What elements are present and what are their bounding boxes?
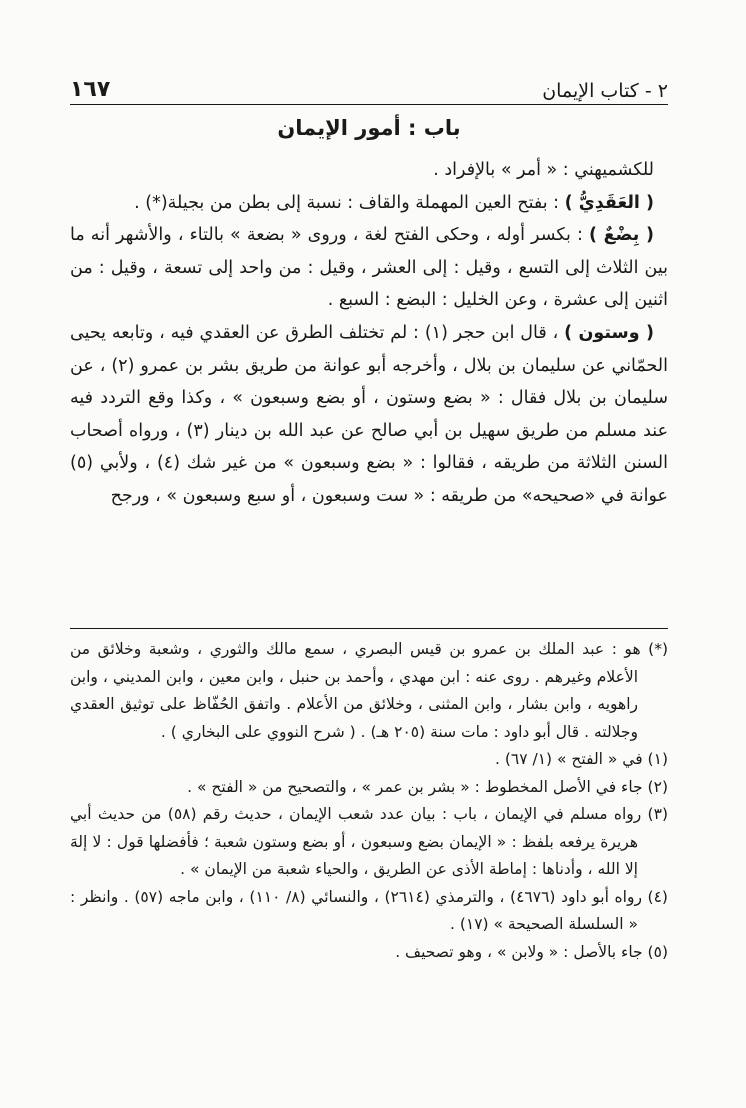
paragraph: [70, 219, 668, 317]
footnote: (٥) جاء بالأصل : « ولابن » ، وهو تصحيف .: [395, 942, 668, 961]
section-title: باب : أمور الإيمان: [277, 116, 461, 140]
footnote: (٣) رواه مسلم في الإيمان ، باب : بيان عدد شعب الإيمان ، حديث رقم (٥٨) من حديث أبي هريرة يرفعه بلفظ : « الإيمان بضع وسبعون ، أو بضع وستون شعبة ؛ فأفضلها قول : لا إلهَ إلا الله ، وأدناها : إماطة الأذى عن الطريق ، والحياء شعبة من الإيمان » .: [70, 805, 668, 878]
page-number: ١٦٧: [70, 77, 111, 102]
paragraph: [70, 187, 668, 220]
paragraph-text: : بفتح العين المهملة والقاف : نسبة إلى بطن من بجيلة(*) .: [134, 192, 565, 213]
paragraph: [70, 154, 668, 187]
footnote: (١) في « الفتح » (١/ ٦٧) .: [494, 750, 668, 768]
paragraph-text: ، قال ابن حجر (١) : لم تختلف الطرق عن العقدي فيه ، وتابعه يحيى الحمّاني عن سليمان بن بلال ، وأخرجه أبو عوانة من طريق بشر بن عمرو (٢) ، عن سليمان بن بلال فقال : « بضع وستون ، أو بضع وسبعون » ، وكذا وقع التردد فيه عند مسلم من طريق سهيل بن أبي صالح عن عبد الله بن دينار (٣) ، ورواه أصحاب السنن الثلاثة من طريقه ، فقالوا : « بضع وسبعون » من غير شك (٤) ، ولأبي (٥) عوانة في «صحيحه» من طريقه : « ست وسبعون ، أو سبع وسبعون » ، ورجح: [70, 322, 669, 506]
footnote: (*) هو : عبد الملك بن عمرو بن قيس البصري ، سمع مالك والثوري ، وشعبة وخلائق من الأعلام وغيرهم . روى عنه : ابن مهدي ، وأحمد بن حنبل ، وابن معين ، وابن المديني ، وابن راهويه ، وابن بشار ، وابن المثنى ، وخلائق من الأعلام . واتفق الحُفّاظ على توثيق العقدي وجلالته . قال أبو داود : مات سنة (٢٠٥ هـ) . ( شرح النووي على البخاري ) .: [70, 640, 668, 741]
paragraph-term: ( العَقَدِيُّ ): [564, 192, 654, 213]
footnote: (٢) جاء في الأصل المخطوط : « بشر بن عمر » ، والتصحيح من « الفتح » .: [187, 777, 668, 796]
paragraph-text: للكشميهني : « أمر » بالإفراد .: [433, 160, 654, 180]
footnotes: [70, 636, 668, 966]
paragraph-term: ( وستون ): [564, 322, 654, 343]
paragraph-text: : بكسر أوله ، وحكى الفتح لغة ، وروى « بضعة » بالتاء ، والأشهر أنه ما بين الثلاث إلى التسع ، وقيل : إلى العشر ، وقيل : من واحد إلى تسعة ، وقيل : من اثنين إلى عشرة ، وعن الخليل : البضع : السبع .: [70, 225, 668, 311]
footnote: (٤) رواه أبو داود (٤٦٧٦) ، والترمذي (٢٦١٤) ، والنسائي (٨/ ١١٠) ، وابن ماجه (٥٧) . وانظر : « السلسلة الصحيحة » (١٧) .: [70, 887, 668, 933]
footnote-rule: [70, 628, 668, 629]
running-header: [70, 72, 668, 102]
header-rule: [70, 104, 668, 105]
paragraph: [70, 317, 668, 513]
main-text: [70, 154, 668, 513]
page-content: [70, 60, 668, 1088]
paragraph-term: ( بِضْعٌ ): [588, 225, 655, 246]
chapter-title: ٢ - كتاب الإيمان: [542, 80, 668, 102]
